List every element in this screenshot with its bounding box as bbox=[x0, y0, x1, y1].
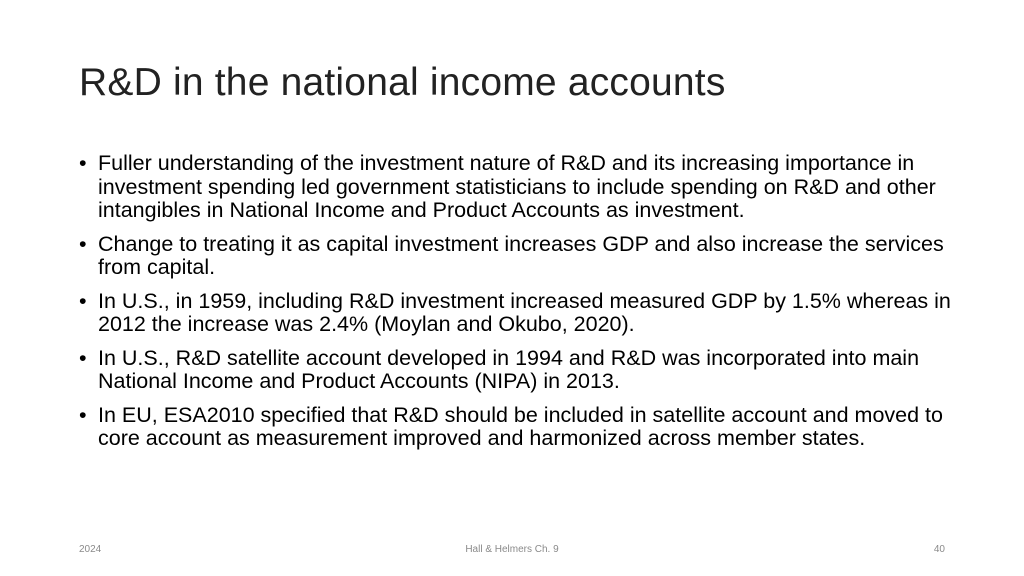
footer-date: 2024 bbox=[79, 544, 102, 555]
bullet-text: In EU, ESA2010 specified that R&D should be included in satellite account and moved to core account as measurement improved and harmonized across member states. bbox=[98, 402, 943, 450]
footer-page-number: 40 bbox=[933, 544, 945, 555]
bullet-text: In U.S., in 1959, including R&D investment increased measured GDP by 1.5% whereas in 2012 the increase was 2.4% (Moylan and Okubo, 2020). bbox=[98, 288, 951, 336]
bullet-text: Change to treating it as capital investment increases GDP and also increase the services from capital. bbox=[98, 231, 944, 279]
bullet-dot-icon: • bbox=[79, 288, 87, 313]
bullet-dot-icon: • bbox=[79, 151, 87, 175]
bullet-dot-icon: • bbox=[79, 231, 87, 256]
bullet-dot-icon: • bbox=[79, 402, 87, 427]
bullet-list bbox=[79, 152, 959, 461]
bullet-item bbox=[79, 404, 959, 451]
bullet-dot-icon: • bbox=[79, 345, 87, 370]
bullet-item bbox=[79, 290, 959, 337]
bullet-item bbox=[79, 233, 959, 280]
bullet-item bbox=[79, 152, 959, 223]
bullet-text: In U.S., R&D satellite account developed in 1994 and R&D was incorporated into main National Income and Product Accounts (NIPA) in 2013. bbox=[98, 345, 920, 393]
bullet-text: Fuller understanding of the investment nature of R&D and its increasing importance in investment spending led government statisticians to include spending on R&D and other intangibles in National Income and Product Accounts as investment. bbox=[98, 151, 936, 222]
slide-title: R&D in the national income accounts bbox=[79, 61, 726, 104]
footer-source: Hall & Helmers Ch. 9 bbox=[465, 544, 559, 555]
bullet-item bbox=[79, 347, 959, 394]
